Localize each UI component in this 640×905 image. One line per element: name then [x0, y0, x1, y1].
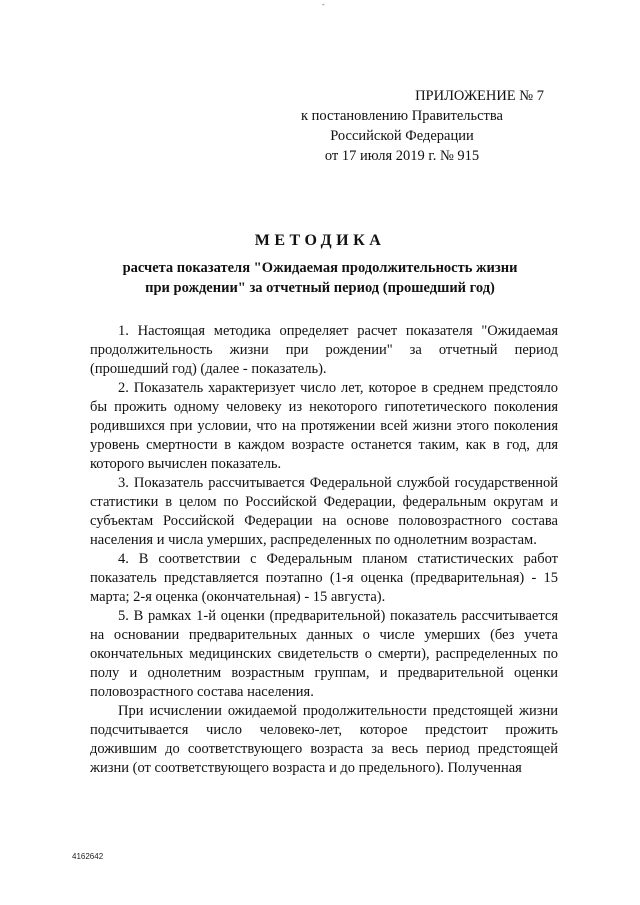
annex-line-2: Российской Федерации — [330, 128, 474, 144]
paragraph-6: При исчислении ожидаемой продолжительности предстоящей жизни подсчитывается число человеко-лет, которое предстоит прожить дожившим до соответствующего возраста за весь период предстоящей жизни (от соответствующего возраста и до предельного). Полученная — [90, 703, 558, 776]
annex-title: ПРИЛОЖЕНИЕ № 7 — [415, 88, 544, 104]
document-body — [90, 322, 558, 778]
subtitle-line-1: расчета показателя "Ожидаемая продолжительность жизни — [122, 260, 518, 276]
paragraph-4: 4. В соответствии с Федеральным планом статистических работ показатель представляется поэтапно (1-я оценка (предварительная) - 15 марта; 2-я оценка (окончательная) - 15 августа). — [90, 551, 558, 605]
subtitle-line-2: при рождении" за отчетный период (прошедший год) — [145, 280, 495, 296]
annex-block — [252, 86, 552, 166]
paragraph-3: 3. Показатель рассчитывается Федеральной службой государственной статистики в целом по Российской Федерации, федеральным округам и субъектам Российской Федерации на основе половозрастного состава населения и числа умерших, распределенных по однолетним возрастам. — [90, 475, 558, 548]
document-code: 4162642 — [72, 852, 104, 861]
paragraph-2: 2. Показатель характеризует число лет, которое в среднем предстояло бы прожить одному человеку из некоторого гипотетического поколения родившихся при условии, что на протяжении всей жизни этого поколения уровень смертности в каждом возрасте останется таким, как в год, для которого вычислен показатель. — [90, 380, 558, 472]
paragraph-1: 1. Настоящая методика определяет расчет показателя "Ожидаемая продолжительность жизни при рождении" за отчетный период (прошедший год) (далее - показатель). — [90, 323, 558, 377]
document-subtitle — [90, 258, 550, 298]
annex-line-3: от 17 июля 2019 г. № 915 — [324, 148, 480, 164]
annex-line-1: к постановлению Правительства — [301, 108, 503, 124]
page-mark: - — [322, 0, 325, 9]
paragraph-5: 5. В рамках 1-й оценки (предварительной) показатель рассчитывается на основании предварительных данных о числе умерших (без учета окончательных медицинских свидетельств о смерти), распределенных по полу и однолетним возрастным группам, и предварительной оценки половозрастного состава населения. — [90, 608, 558, 700]
document-title: МЕТОДИКА — [254, 232, 386, 249]
